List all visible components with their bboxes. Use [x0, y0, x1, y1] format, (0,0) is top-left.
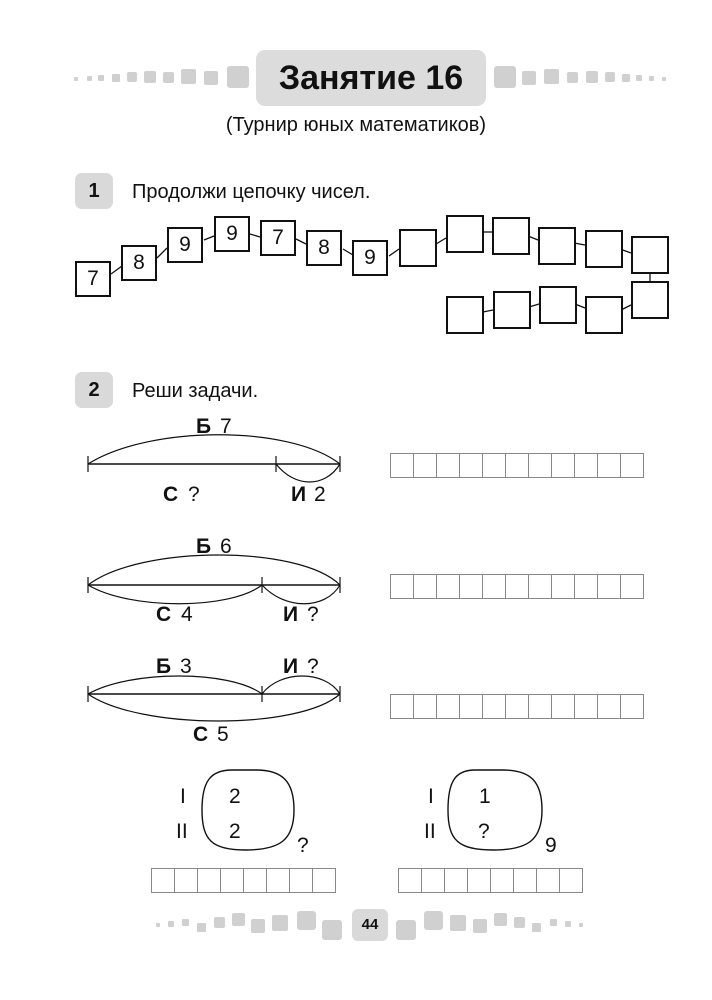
- answer-grid[interactable]: [390, 694, 644, 719]
- chain-box: 8: [306, 230, 342, 266]
- whole-value: 6: [220, 535, 232, 558]
- task-2-badge: 2: [75, 372, 113, 408]
- answer-grid[interactable]: [390, 453, 644, 478]
- chain-box: 7: [75, 261, 111, 297]
- set-row-label: I: [180, 785, 186, 808]
- part-label: С: [163, 483, 179, 506]
- whole-label: Б: [196, 535, 212, 558]
- part-label: С: [156, 603, 172, 626]
- set-total: ?: [297, 834, 309, 857]
- chain-box: 9: [214, 216, 250, 252]
- page-title: Занятие 16: [256, 50, 486, 106]
- set-row-value: 2: [229, 820, 241, 843]
- part-label: Б: [156, 655, 172, 678]
- whole-label: Б: [196, 415, 212, 438]
- part-value: ?: [188, 483, 200, 506]
- whole-value: 5: [217, 723, 229, 746]
- set-row-value: ?: [478, 820, 490, 843]
- page-subtitle: (Турнир юных математиков): [225, 114, 487, 136]
- set-row-value: 2: [229, 785, 241, 808]
- task-1-instruction: Продолжи цепочку чисел.: [132, 181, 371, 203]
- set-row-label: I: [428, 785, 434, 808]
- task-1-badge: 1: [75, 173, 113, 209]
- part-value: 4: [181, 603, 193, 626]
- part-value: ?: [307, 603, 319, 626]
- whole-label: С: [193, 723, 209, 746]
- answer-grid[interactable]: [398, 868, 583, 893]
- set-row-label: II: [176, 820, 188, 843]
- part-label: И: [283, 603, 299, 626]
- set-row-value: 1: [479, 785, 491, 808]
- part-value: ?: [307, 655, 319, 678]
- set-total: 9: [545, 834, 557, 857]
- part-label: И: [283, 655, 299, 678]
- answer-grid[interactable]: [390, 574, 644, 599]
- chain-box: 7: [260, 220, 296, 256]
- task-2-instruction: Реши задачи.: [132, 380, 259, 402]
- part-value: 2: [314, 483, 326, 506]
- chain-box: 9: [167, 227, 203, 263]
- whole-value: 7: [220, 415, 232, 438]
- chain-box: 8: [121, 245, 157, 281]
- answer-grid[interactable]: [151, 868, 336, 893]
- chain-box: 9: [352, 240, 388, 276]
- part-value: 3: [180, 655, 192, 678]
- part-label: И: [291, 483, 307, 506]
- set-row-label: II: [424, 820, 436, 843]
- page-number: 44: [352, 909, 388, 941]
